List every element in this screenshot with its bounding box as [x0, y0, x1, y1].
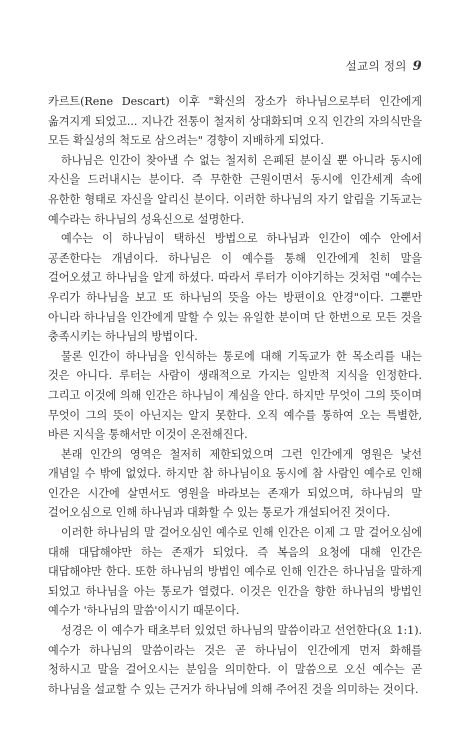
paragraph: 본래 인간의 영역은 철저히 제한되었으며 그런 인간에게 영원은 낯선 개념일 수 밖에 없었다. 하지만 참 하나님이요 동시에 참 사람인 예수로 인해 인간은 시간에 살면서도 영원을 바라보는 존재가 되었으며, 하나님의 말 걸어오심으로 인해 하나님과 대화할 수 있는 통로가 개설되어진 것이다. [48, 447, 422, 520]
body-text [48, 92, 422, 699]
running-header [346, 58, 422, 74]
page-number: 9 [412, 59, 422, 74]
paragraph: 물론 인간이 하나님을 인식하는 통로에 대해 기독교가 한 목소리를 내는 것은 아니다. 루터는 사람이 생래적으로 가지는 일반적 지식을 인정한다. 그리고 이것에 의해 인간은 하나님이 계심을 안다. 하지만 무엇이 그의 뜻이며 무엇이 그의 뜻이 아닌지는 알지 못한다. 오직 예수를 통하여 오는 특별한, 바른 지식을 통해서만 이것이 온전해진다. [48, 349, 422, 442]
paragraph: 예수는 이 하나님이 택하신 방법으로 하나님과 인간이 예수 안에서 공존한다는 개념이다. 하나님은 이 예수를 통해 인간에게 친히 말을 걸어오셨고 하나님을 알게 하셨다. 따라서 루터가 이야기하는 것처럼 "예수는 우리가 하나님을 보고 또 하나님의 뜻을 아는 방편이요 안경"이다. 그뿐만 아니라 하나님을 인간에게 말할 수 있는 유일한 분이며 단 한번으로 모든 것을 충족시키는 하나님의 방법이다. [48, 232, 422, 344]
paragraph: 하나님은 인간이 찾아낼 수 없는 철저히 은폐된 분이실 뿐 아니라 동시에 자신을 드러내시는 분이다. 즉 무한한 근원이면서 동시에 인간세계 속에 유한한 형태로 자신을 알리신 분이다. 이러한 하나님의 자기 알림을 기독교는 예수라는 하나님의 성육신으로 설명한다. [48, 153, 422, 226]
paragraph: 이러한 하나님의 말 걸어오심인 예수로 인해 인간은 이제 그 말 걸어오심에 대해 대답해야만 하는 존재가 되었다. 즉 복음의 요청에 대해 인간은 대답해야만 한다. 또한 하나님의 방법인 예수로 인해 인간은 하나님을 말하게 되었고 하나님을 아는 통로가 열렸다. 이것은 인간을 향한 하나님의 방법인 예수가 '하나님의 말씀'이시기 때문이다. [48, 526, 422, 618]
paragraph: 성경은 이 예수가 태초부터 있었던 하나님의 말씀이라고 선언한다(요 1:1). 예수가 하나님의 말씀이라는 것은 곧 하나님이 인간에게 먼저 화해를 청하시고 말을 걸어오시는 분임을 의미한다. 이 말씀으로 오신 예수는 곧 하나님을 설교할 수 있는 근거가 하나님에 의해 주어진 것을 의미하는 것이다. [48, 624, 422, 696]
paragraph-continued: 카르트(Rene Descart) 이후 "확신의 장소가 하나님으로부터 인간에게 옮겨지게 되었고... 지나간 전통이 철저히 상대화되며 오직 인간의 자의식만을 모든 확실성의 척도로 삼으려는" 경향이 지배하게 되었다. [48, 95, 422, 148]
running-header-title: 설교의 정의 [345, 59, 407, 73]
